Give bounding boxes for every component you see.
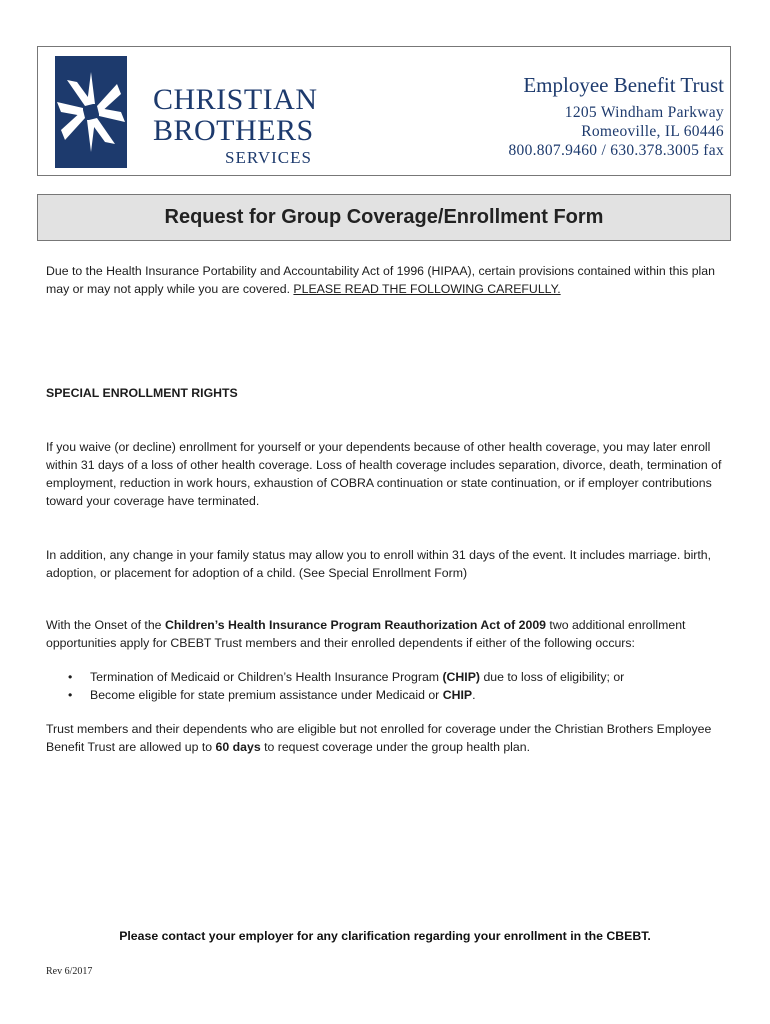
sixty-days-post: to request coverage under the group health plan. — [260, 740, 531, 754]
family-status-paragraph: In addition, any change in your family status may allow you to enroll within 31 days of the event. It includes marriage. birth, adoption, or placement for adoption of a child. (See Special Enrollment Form) — [46, 548, 712, 580]
bullet-text-pre: Become eligible for state premium assistance under Medicaid or — [90, 688, 443, 702]
chip-intro-pre: With the Onset of the — [46, 618, 165, 632]
sixty-days-pre: Trust members and their dependents who are eligible but not enrolled for coverage under the Christian Brothers Employee Benefit Trust are allowed up to — [46, 722, 712, 754]
intro-paragraph — [46, 262, 726, 298]
bullet-text-pre: Termination of Medicaid or Children’s Health Insurance Program — [90, 670, 443, 684]
chip-intro-post: two additional enrollment opportunities apply for CBEBT Trust members and their enrolled dependents if either of the following occurs: — [46, 618, 686, 650]
bullet-text-bold: CHIP — [442, 688, 473, 702]
logo-line-christian: CHRISTIAN — [153, 83, 318, 116]
address-line-2: Romeoville, IL 60446 — [581, 123, 724, 140]
bullet-text-bold: (CHIP) — [442, 670, 481, 684]
logo-line-brothers: BROTHERS — [153, 114, 314, 147]
star-logo-icon — [55, 56, 127, 168]
bullet-icon: • — [68, 670, 73, 684]
form-body — [46, 262, 726, 756]
chip-conditions-list — [46, 668, 726, 704]
letterhead — [37, 46, 731, 176]
waive-enrollment-paragraph: If you waive (or decline) enrollment for yourself or your dependents because of other health coverage, you may later enroll within 31 days of a loss of other health coverage. Loss of health coverage includes separation, divorce, death, termination of employment, reduction in work hours, exhaustion of COBRA continuation or state continuation, or if employer contributions toward your coverage have terminated. — [46, 440, 722, 508]
section-heading: SPECIAL ENROLLMENT RIGHTS — [46, 386, 238, 400]
bullet-icon: • — [68, 688, 73, 702]
form-title: Request for Group Coverage/Enrollment Form — [164, 206, 604, 228]
address-line-1: 1205 Windham Parkway — [564, 104, 724, 121]
intro-text: Due to the Health Insurance Portability and Accountability Act of 1996 (HIPAA), certain provisions contained within this plan may or may not apply while you are covered. — [46, 264, 715, 296]
revision-date: Rev 6/2017 — [46, 966, 93, 977]
phone-fax-line: 800.807.9460 / 630.378.3005 fax — [508, 142, 724, 159]
bullet-text-post: . — [472, 688, 476, 702]
chip-act-name: Children’s Health Insurance Program Reauthorization Act of 2009 — [164, 618, 546, 632]
bullet-text-post: due to loss of eligibility; or — [480, 670, 625, 684]
sixty-days-paragraph — [46, 720, 726, 756]
list-item — [46, 668, 726, 686]
form-title-bar — [37, 194, 731, 241]
trust-name: Employee Benefit Trust — [523, 73, 724, 97]
list-item — [46, 686, 726, 704]
company-logo-text — [153, 85, 318, 166]
footer-note: Please contact your employer for any clarification regarding your enrollment in the CBEBT. — [119, 929, 651, 943]
chip-intro-paragraph — [46, 616, 726, 652]
sixty-days-bold: 60 days — [215, 740, 261, 754]
intro-emphasis: PLEASE READ THE FOLLOWING CAREFULLY. — [293, 282, 561, 296]
logo-line-services: SERVICES — [225, 148, 312, 167]
trust-contact-block — [508, 73, 724, 160]
